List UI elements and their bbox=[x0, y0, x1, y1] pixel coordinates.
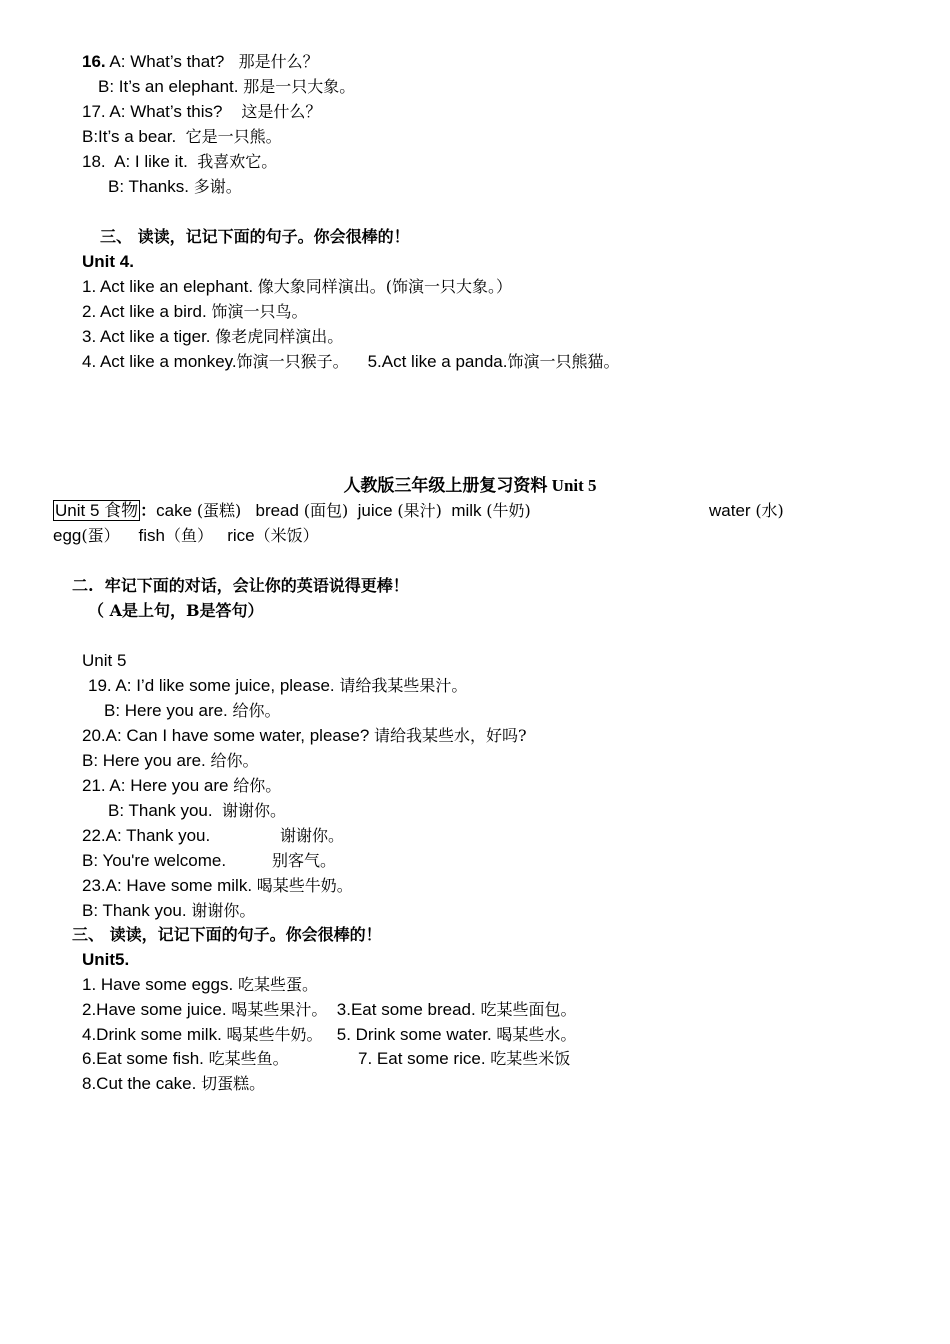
section3-heading-unit5: 三、 读读，记记下面的句子。你会很棒的！ bbox=[72, 925, 382, 944]
food-water: water (水) bbox=[709, 501, 784, 520]
dialogue-17-a: 17. A: What’s this? 这是什么？ bbox=[82, 102, 322, 121]
dialogue-20-b: B: Here you are. 给你。 bbox=[82, 751, 259, 770]
unit5-sentence-7: 7. Eat some rice. 吃某些米饭 bbox=[358, 1049, 571, 1068]
unit4-sentence-2: 2. Act like a bird. 饰演一只鸟。 bbox=[82, 302, 308, 321]
dialogue-16-b: B: It’s an elephant. 那是一只大象。 bbox=[98, 77, 356, 96]
unit4-sentence-3: 3. Act like a tiger. 像老虎同样演出。 bbox=[82, 327, 344, 346]
unit5-sentence-1: 1. Have some eggs. 吃某些蛋。 bbox=[82, 975, 318, 994]
unit5-sentence-4: 4.Drink some milk. 喝某些牛奶。 5. Drink some water. 喝某些水。 bbox=[82, 1025, 577, 1044]
dialogue-16-a: 16. A: What’s that? 那是什么？ bbox=[82, 52, 319, 71]
dialogue-18-b: B: Thanks. 多谢。 bbox=[108, 177, 242, 196]
unit4-label: Unit 4. bbox=[82, 252, 134, 271]
unit5-sentence-2: 2.Have some juice. 喝某些果汁。 3.Eat some bread. 吃某些面包。 bbox=[82, 1000, 577, 1019]
dialogue-22-a: 22.A: Thank you. bbox=[82, 826, 211, 845]
dialogue-18-a: 18. A: I like it. 我喜欢它。 bbox=[82, 152, 278, 171]
page-title: 人教版三年级上册复习资料 Unit 5 bbox=[343, 476, 597, 495]
section2-heading: 二. 牢记下面的对话，会让你的英语说得更棒！ bbox=[72, 576, 409, 595]
dialogue-19-b: B: Here you are. 给你。 bbox=[104, 701, 281, 720]
food-box-label: Unit 5 食物 bbox=[55, 501, 139, 520]
unit5-label-2: Unit5. bbox=[82, 950, 130, 969]
dialogue-23-b: B: Thank you. 谢谢你。 bbox=[82, 901, 256, 920]
unit5-sentence-8: 8.Cut the cake. 切蛋糕。 bbox=[82, 1074, 266, 1093]
dialogue-21-a: 21. A: Here you are 给你。 bbox=[82, 776, 282, 795]
dialogue-19-a: 19. A: I’d like some juice, please. 请给我某些果汁。 bbox=[88, 676, 468, 695]
section2-note: （ A是上句，B是答句） bbox=[88, 601, 264, 620]
dialogue-22-b: B: You're welcome. bbox=[82, 851, 227, 870]
food-vocab-line-2: egg(蛋） fish（鱼） rice（米饭） bbox=[53, 526, 319, 545]
dialogue-23-a: 23.A: Have some milk. 喝某些牛奶。 bbox=[82, 876, 353, 895]
dialogue-21-b: B: Thank you. 谢谢你。 bbox=[108, 801, 287, 820]
dialogue-20-a: 20.A: Can I have some water, please? 请给我某些水，好吗? bbox=[82, 726, 527, 745]
section3-heading-unit4: 三、 读读，记记下面的句子。你会很棒的！ bbox=[100, 227, 410, 246]
dialogue-22-b-zh: 别客气。 bbox=[272, 851, 337, 870]
dialogue-17-b: B:It’s a bear. 它是一只熊。 bbox=[82, 127, 282, 146]
unit5-sentence-6: 6.Eat some fish. 吃某些鱼。 bbox=[82, 1049, 289, 1068]
unit4-sentence-4: 4. Act like a monkey.饰演一只猴子。 5.Act like a panda.饰演一只熊猫。 bbox=[82, 352, 620, 371]
dialogue-22-a-zh: 谢谢你。 bbox=[280, 826, 345, 845]
unit5-label: Unit 5 bbox=[82, 651, 127, 670]
food-vocab-line-1: Unit 5 食物 ：cake (蛋糕) bread (面包) juice (果汁) milk (牛奶) bbox=[55, 501, 531, 520]
unit4-sentence-1: 1. Act like an elephant. 像大象同样演出。(饰演一只大象。） bbox=[82, 277, 513, 296]
